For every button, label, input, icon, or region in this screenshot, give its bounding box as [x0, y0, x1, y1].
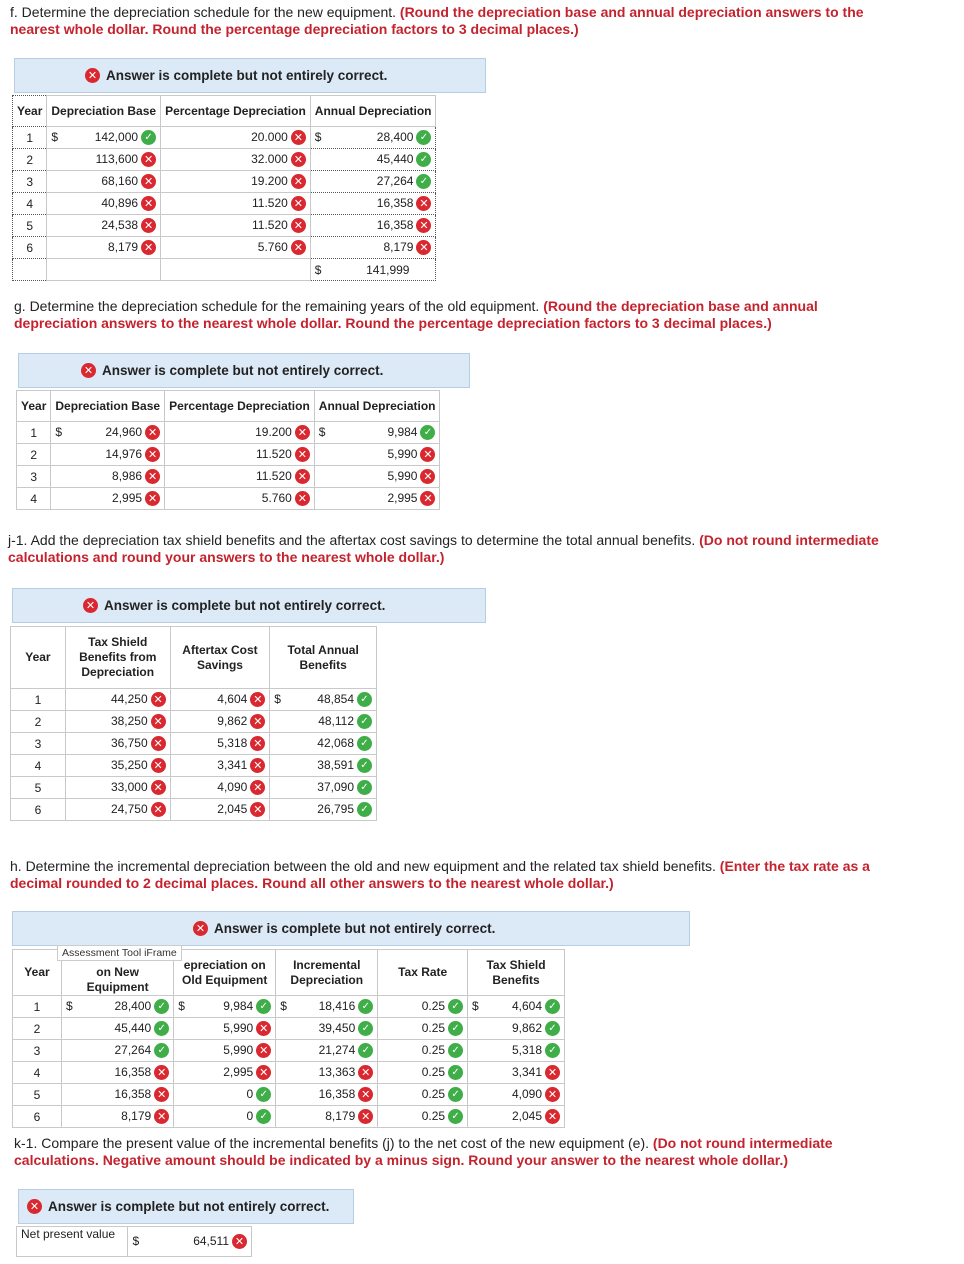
year-cell: 1	[13, 996, 62, 1018]
new-depreciation-input[interactable]: 8,179 ✕	[61, 1106, 173, 1128]
question-f-prompt: f. Determine the depreciation schedule for the new equipment.	[10, 4, 397, 20]
total-benefits-input[interactable]: 42,068 ✓	[270, 733, 377, 755]
incorrect-icon: ✕	[145, 447, 160, 462]
correct-icon: ✓	[545, 1043, 560, 1058]
incremental-depreciation-input[interactable]: 13,363 ✕	[276, 1062, 378, 1084]
depreciation-base-input[interactable]: 2,995 ✕	[51, 488, 165, 510]
table-row	[13, 215, 436, 237]
table-row	[17, 466, 440, 488]
table-row	[13, 996, 565, 1018]
table-row	[13, 1040, 565, 1062]
year-cell: 1	[11, 689, 66, 711]
old-depreciation-input[interactable]: 5,990 ✕	[174, 1018, 276, 1040]
incorrect-icon: ✕	[358, 1065, 373, 1080]
question-j1	[8, 532, 898, 566]
year-cell: 4	[13, 193, 47, 215]
incorrect-icon: ✕	[256, 1021, 271, 1036]
year-cell: 3	[17, 466, 51, 488]
tax-rate-input[interactable]: 0.25 ✓	[378, 1040, 468, 1062]
correct-icon: ✓	[357, 802, 372, 817]
question-k1	[14, 1135, 904, 1169]
incorrect-icon: ✕	[416, 240, 431, 255]
percentage-depreciation-input[interactable]: 5.760 ✕	[165, 488, 315, 510]
year-cell: 2	[11, 711, 66, 733]
depreciation-base-input[interactable]: 24,538 ✕	[47, 215, 161, 237]
npv-input[interactable]: $ 64,511 ✕	[128, 1227, 252, 1257]
incremental-depreciation-input[interactable]: 16,358 ✕	[276, 1084, 378, 1106]
tax-shield-input[interactable]: 24,750 ✕	[65, 799, 170, 821]
aftertax-savings-input[interactable]: 4,090 ✕	[170, 777, 270, 799]
incorrect-icon: ✕	[420, 491, 435, 506]
answer-banner-k1	[18, 1189, 354, 1224]
table-row	[13, 1018, 565, 1040]
header-tax-rate: Tax Rate	[378, 950, 468, 996]
npv-label: Net present value	[17, 1227, 128, 1257]
incorrect-icon: ✕	[193, 921, 208, 936]
incorrect-icon: ✕	[416, 218, 431, 233]
annual-depreciation-input[interactable]: 5,990 ✕	[314, 466, 440, 488]
incorrect-icon: ✕	[154, 1087, 169, 1102]
correct-icon: ✓	[545, 1021, 560, 1036]
annual-depreciation-input[interactable]: $ 28,400 ✓	[310, 127, 436, 149]
net-present-value-table	[16, 1226, 252, 1257]
new-depreciation-input[interactable]: 45,440 ✓	[61, 1018, 173, 1040]
incorrect-icon: ✕	[145, 469, 160, 484]
incorrect-icon: ✕	[141, 152, 156, 167]
incorrect-icon: ✕	[151, 692, 166, 707]
year-cell: 2	[17, 444, 51, 466]
correct-icon: ✓	[420, 425, 435, 440]
annual-depreciation-input[interactable]: 2,995 ✕	[314, 488, 440, 510]
incorrect-icon: ✕	[295, 447, 310, 462]
table-row	[13, 171, 436, 193]
year-cell: 4	[13, 1062, 62, 1084]
incorrect-icon: ✕	[151, 802, 166, 817]
percentage-depreciation-input[interactable]: 19.200 ✕	[161, 171, 311, 193]
incorrect-icon: ✕	[151, 736, 166, 751]
header-depreciation-new: on New Equipment	[61, 950, 173, 996]
incremental-depreciation-table	[12, 949, 565, 1128]
tax-rate-input[interactable]: 0.25 ✓	[378, 996, 468, 1018]
incorrect-icon: ✕	[291, 240, 306, 255]
header-depreciation-old: epreciation on Old Equipment	[174, 950, 276, 996]
tax-rate-input[interactable]: 0.25 ✓	[378, 1106, 468, 1128]
annual-depreciation-input[interactable]: $ 9,984 ✓	[314, 422, 440, 444]
correct-icon: ✓	[416, 152, 431, 167]
incorrect-icon: ✕	[250, 714, 265, 729]
old-depreciation-input[interactable]: 2,995 ✕	[174, 1062, 276, 1084]
new-depreciation-input[interactable]: 27,264 ✓	[61, 1040, 173, 1062]
question-f	[10, 4, 910, 38]
incorrect-icon: ✕	[420, 469, 435, 484]
total-benefits-input[interactable]: 26,795 ✓	[270, 799, 377, 821]
incorrect-icon: ✕	[151, 714, 166, 729]
table-row	[11, 711, 377, 733]
banner-text: Answer is complete but not entirely correct.	[48, 1199, 330, 1214]
depreciation-base-input[interactable]: 40,896 ✕	[47, 193, 161, 215]
correct-icon: ✓	[448, 999, 463, 1014]
tax-shield-input[interactable]: 36,750 ✕	[65, 733, 170, 755]
table-row	[13, 1106, 565, 1128]
correct-icon: ✓	[448, 1065, 463, 1080]
answer-banner-h	[12, 911, 690, 946]
table-row	[11, 689, 377, 711]
incorrect-icon: ✕	[154, 1065, 169, 1080]
answer-banner-g	[18, 353, 470, 388]
incorrect-icon: ✕	[545, 1065, 560, 1080]
correct-icon: ✓	[448, 1043, 463, 1058]
tax-rate-input[interactable]: 0.25 ✓	[378, 1018, 468, 1040]
year-cell: 5	[13, 1084, 62, 1106]
incorrect-icon: ✕	[295, 469, 310, 484]
incorrect-icon: ✕	[358, 1109, 373, 1124]
header-year: Year	[17, 391, 51, 422]
incorrect-icon: ✕	[141, 174, 156, 189]
year-cell: 1	[17, 422, 51, 444]
year-cell: 3	[11, 733, 66, 755]
annual-depreciation-input[interactable]: 45,440 ✓	[310, 149, 436, 171]
incorrect-icon: ✕	[232, 1234, 247, 1249]
table-row	[11, 733, 377, 755]
aftertax-savings-input[interactable]: 2,045 ✕	[170, 799, 270, 821]
incremental-depreciation-input[interactable]: 21,274 ✓	[276, 1040, 378, 1062]
question-h-instructions: (Enter the tax rate as a decimal rounded to 2 decimal places. Round all other answers to the nearest whole dollar.)	[10, 858, 870, 891]
correct-icon: ✓	[141, 130, 156, 145]
incorrect-icon: ✕	[256, 1065, 271, 1080]
tax-shield-input[interactable]: 44,250 ✕	[65, 689, 170, 711]
incorrect-icon: ✕	[358, 1087, 373, 1102]
annual-depreciation-input[interactable]: 5,990 ✕	[314, 444, 440, 466]
incremental-depreciation-input[interactable]: 39,450 ✓	[276, 1018, 378, 1040]
incorrect-icon: ✕	[291, 218, 306, 233]
new-depreciation-input[interactable]: 16,358 ✕	[61, 1084, 173, 1106]
tax-shield-input[interactable]: 4,090 ✕	[468, 1084, 565, 1106]
total-benefits-table	[10, 626, 377, 821]
correct-icon: ✓	[357, 736, 372, 751]
incorrect-icon: ✕	[291, 196, 306, 211]
depreciation-base-input[interactable]: 113,600 ✕	[47, 149, 161, 171]
percentage-depreciation-input[interactable]: 19.200 ✕	[165, 422, 315, 444]
question-g-prompt: g. Determine the depreciation schedule for the remaining years of the old equipment.	[14, 298, 540, 314]
tax-shield-input[interactable]: $ 4,604 ✓	[468, 996, 565, 1018]
old-depreciation-input[interactable]: 0 ✓	[174, 1084, 276, 1106]
total-annual-depreciation[interactable]: $ 141,999	[310, 259, 436, 281]
incorrect-icon: ✕	[250, 802, 265, 817]
header-tax-shield-benefits: Tax Shield Benefits	[468, 950, 565, 996]
correct-icon: ✓	[256, 1109, 271, 1124]
total-benefits-input[interactable]: 38,591 ✓	[270, 755, 377, 777]
year-cell: 3	[13, 171, 47, 193]
tax-shield-input[interactable]: 35,250 ✕	[65, 755, 170, 777]
banner-text: Answer is complete but not entirely correct.	[104, 598, 386, 613]
incorrect-icon: ✕	[145, 491, 160, 506]
table-row	[13, 193, 436, 215]
tax-rate-input[interactable]: 0.25 ✓	[378, 1084, 468, 1106]
annual-depreciation-input[interactable]: 27,264 ✓	[310, 171, 436, 193]
incorrect-icon: ✕	[250, 758, 265, 773]
correct-icon: ✓	[448, 1087, 463, 1102]
correct-icon: ✓	[357, 714, 372, 729]
table-row	[13, 1084, 565, 1106]
percentage-depreciation-input[interactable]: 11.520 ✕	[165, 466, 315, 488]
header-percentage-depreciation: Percentage Depreciation	[161, 96, 311, 127]
correct-icon: ✓	[357, 758, 372, 773]
correct-icon: ✓	[416, 130, 431, 145]
correct-icon: ✓	[154, 1021, 169, 1036]
question-f-instructions: (Round the depreciation base and annual depreciation answers to the nearest whole dollar. Round the percentage depreciation factors to 3 decimal places.)	[10, 4, 864, 37]
table-row	[11, 777, 377, 799]
old-depreciation-input[interactable]: 0 ✓	[174, 1106, 276, 1128]
tax-shield-input[interactable]: 3,341 ✕	[468, 1062, 565, 1084]
answer-banner-f	[14, 58, 486, 93]
new-depreciation-input[interactable]: 16,358 ✕	[61, 1062, 173, 1084]
incremental-depreciation-input[interactable]: 8,179 ✕	[276, 1106, 378, 1128]
question-h-prompt: h. Determine the incremental depreciation between the old and new equipment and the related tax shield benefits.	[10, 858, 716, 874]
aftertax-savings-input[interactable]: 4,604 ✕	[170, 689, 270, 711]
incorrect-icon: ✕	[141, 196, 156, 211]
question-h	[10, 858, 910, 892]
correct-icon: ✓	[256, 1087, 271, 1102]
header-total-annual-benefits: Total Annual Benefits	[270, 627, 377, 689]
correct-icon: ✓	[357, 780, 372, 795]
table-row	[13, 149, 436, 171]
year-cell: 3	[13, 1040, 62, 1062]
year-cell: 6	[13, 237, 47, 259]
annual-depreciation-input[interactable]: 16,358 ✕	[310, 215, 436, 237]
table-row	[13, 127, 436, 149]
answer-banner-j1	[12, 588, 486, 623]
aftertax-savings-input[interactable]: 9,862 ✕	[170, 711, 270, 733]
total-benefits-input[interactable]: $ 48,854 ✓	[270, 689, 377, 711]
depreciation-base-input[interactable]: $ 24,960 ✕	[51, 422, 165, 444]
table-row	[13, 237, 436, 259]
question-g	[14, 298, 894, 332]
incorrect-icon: ✕	[154, 1109, 169, 1124]
correct-icon: ✓	[448, 1021, 463, 1036]
incorrect-icon: ✕	[85, 68, 100, 83]
depreciation-base-input[interactable]: 8,986 ✕	[51, 466, 165, 488]
old-depreciation-input[interactable]: $ 9,984 ✓	[174, 996, 276, 1018]
tax-rate-input[interactable]: 0.25 ✓	[378, 1062, 468, 1084]
depreciation-base-input[interactable]: 14,976 ✕	[51, 444, 165, 466]
year-cell: 4	[17, 488, 51, 510]
correct-icon: ✓	[357, 692, 372, 707]
incorrect-icon: ✕	[416, 196, 431, 211]
correct-icon: ✓	[358, 1021, 373, 1036]
percentage-depreciation-input[interactable]: 20.000 ✕	[161, 127, 311, 149]
question-j1-prompt: j-1. Add the depreciation tax shield benefits and the aftertax cost savings to determine the total annual benefits.	[8, 532, 696, 548]
depreciation-base-input[interactable]: 68,160 ✕	[47, 171, 161, 193]
depreciation-table-old	[16, 390, 440, 510]
table-row	[17, 422, 440, 444]
incorrect-icon: ✕	[420, 447, 435, 462]
year-cell: 5	[13, 215, 47, 237]
correct-icon: ✓	[358, 999, 373, 1014]
tax-shield-input[interactable]: 2,045 ✕	[468, 1106, 565, 1128]
year-cell: 4	[11, 755, 66, 777]
incorrect-icon: ✕	[250, 692, 265, 707]
incorrect-icon: ✕	[291, 152, 306, 167]
correct-icon: ✓	[256, 999, 271, 1014]
depreciation-base-input[interactable]: 8,179 ✕	[47, 237, 161, 259]
incorrect-icon: ✕	[151, 758, 166, 773]
question-g-instructions: (Round the depreciation base and annual depreciation answers to the nearest whole dollar. Round the percentage depreciation factors to 3 decimal places.)	[14, 298, 818, 331]
header-year: Year	[13, 96, 47, 127]
correct-icon: ✓	[154, 1043, 169, 1058]
assessment-tool-iframe-label: Assessment Tool iFrame	[57, 945, 182, 961]
header-annual-depreciation: Annual Depreciation	[314, 391, 440, 422]
question-k1-instructions: (Do not round intermediate calculations. Negative amount should be indicated by a minus sign. Round your answer to the nearest whole dollar.)	[14, 1135, 833, 1168]
banner-text: Answer is complete but not entirely correct.	[214, 921, 496, 936]
year-cell: 6	[13, 1106, 62, 1128]
header-depreciation-base: Depreciation Base	[51, 391, 165, 422]
depreciation-table-new	[12, 95, 436, 281]
incorrect-icon: ✕	[291, 130, 306, 145]
aftertax-savings-input[interactable]: 3,341 ✕	[170, 755, 270, 777]
incorrect-icon: ✕	[83, 598, 98, 613]
question-k1-prompt: k-1. Compare the present value of the incremental benefits (j) to the net cost of the new equipment (e).	[14, 1135, 650, 1151]
table-row	[17, 488, 440, 510]
percentage-depreciation-input[interactable]: 11.520 ✕	[161, 215, 311, 237]
incorrect-icon: ✕	[250, 780, 265, 795]
banner-text: Answer is complete but not entirely correct.	[102, 363, 384, 378]
percentage-depreciation-input[interactable]: 11.520 ✕	[161, 193, 311, 215]
incorrect-icon: ✕	[295, 491, 310, 506]
incorrect-icon: ✕	[145, 425, 160, 440]
year-cell: 2	[13, 1018, 62, 1040]
year-cell: 6	[11, 799, 66, 821]
incremental-depreciation-input[interactable]: $ 18,416 ✓	[276, 996, 378, 1018]
correct-icon: ✓	[545, 999, 560, 1014]
header-year: Year	[13, 950, 62, 996]
table-row	[17, 444, 440, 466]
header-tax-shield-benefits: Tax Shield Benefits from Depreciation	[65, 627, 170, 689]
annual-depreciation-input[interactable]: 16,358 ✕	[310, 193, 436, 215]
header-depreciation-base: Depreciation Base	[47, 96, 161, 127]
year-cell: 5	[11, 777, 66, 799]
incorrect-icon: ✕	[295, 425, 310, 440]
correct-icon: ✓	[416, 174, 431, 189]
header-incremental-depreciation: Incremental Depreciation	[276, 950, 378, 996]
tax-shield-input[interactable]: 38,250 ✕	[65, 711, 170, 733]
incorrect-icon: ✕	[256, 1043, 271, 1058]
tax-shield-input[interactable]: 9,862 ✓	[468, 1018, 565, 1040]
old-depreciation-input[interactable]: 5,990 ✕	[174, 1040, 276, 1062]
percentage-depreciation-input[interactable]: 11.520 ✕	[165, 444, 315, 466]
incorrect-icon: ✕	[545, 1087, 560, 1102]
table-row	[11, 799, 377, 821]
year-cell: 1	[13, 127, 47, 149]
question-j1-instructions: (Do not round intermediate calculations and round your answers to the nearest whole dollar.)	[8, 532, 879, 565]
incorrect-icon: ✕	[141, 240, 156, 255]
table-row	[13, 1062, 565, 1084]
correct-icon: ✓	[358, 1043, 373, 1058]
incorrect-icon: ✕	[151, 780, 166, 795]
header-annual-depreciation: Annual Depreciation	[310, 96, 436, 127]
total-benefits-input[interactable]: 37,090 ✓	[270, 777, 377, 799]
correct-icon: ✓	[154, 999, 169, 1014]
banner-text: Answer is complete but not entirely correct.	[106, 68, 388, 83]
tax-shield-input[interactable]: 33,000 ✕	[65, 777, 170, 799]
aftertax-savings-input[interactable]: 5,318 ✕	[170, 733, 270, 755]
incorrect-icon: ✕	[291, 174, 306, 189]
header-year: Year	[11, 627, 66, 689]
annual-depreciation-input[interactable]: 8,179 ✕	[310, 237, 436, 259]
new-depreciation-input[interactable]: $ 28,400 ✓	[61, 996, 173, 1018]
incorrect-icon: ✕	[250, 736, 265, 751]
header-aftertax-cost-savings: Aftertax Cost Savings	[170, 627, 270, 689]
percentage-depreciation-input[interactable]: 32.000 ✕	[161, 149, 311, 171]
incorrect-icon: ✕	[81, 363, 96, 378]
correct-icon: ✓	[448, 1109, 463, 1124]
incorrect-icon: ✕	[27, 1199, 42, 1214]
incorrect-icon: ✕	[141, 218, 156, 233]
header-percentage-depreciation: Percentage Depreciation	[165, 391, 315, 422]
total-benefits-input[interactable]: 48,112 ✓	[270, 711, 377, 733]
incorrect-icon: ✕	[545, 1109, 560, 1124]
year-cell: 2	[13, 149, 47, 171]
tax-shield-input[interactable]: 5,318 ✓	[468, 1040, 565, 1062]
percentage-depreciation-input[interactable]: 5.760 ✕	[161, 237, 311, 259]
depreciation-base-input[interactable]: $ 142,000 ✓	[47, 127, 161, 149]
table-row	[11, 755, 377, 777]
